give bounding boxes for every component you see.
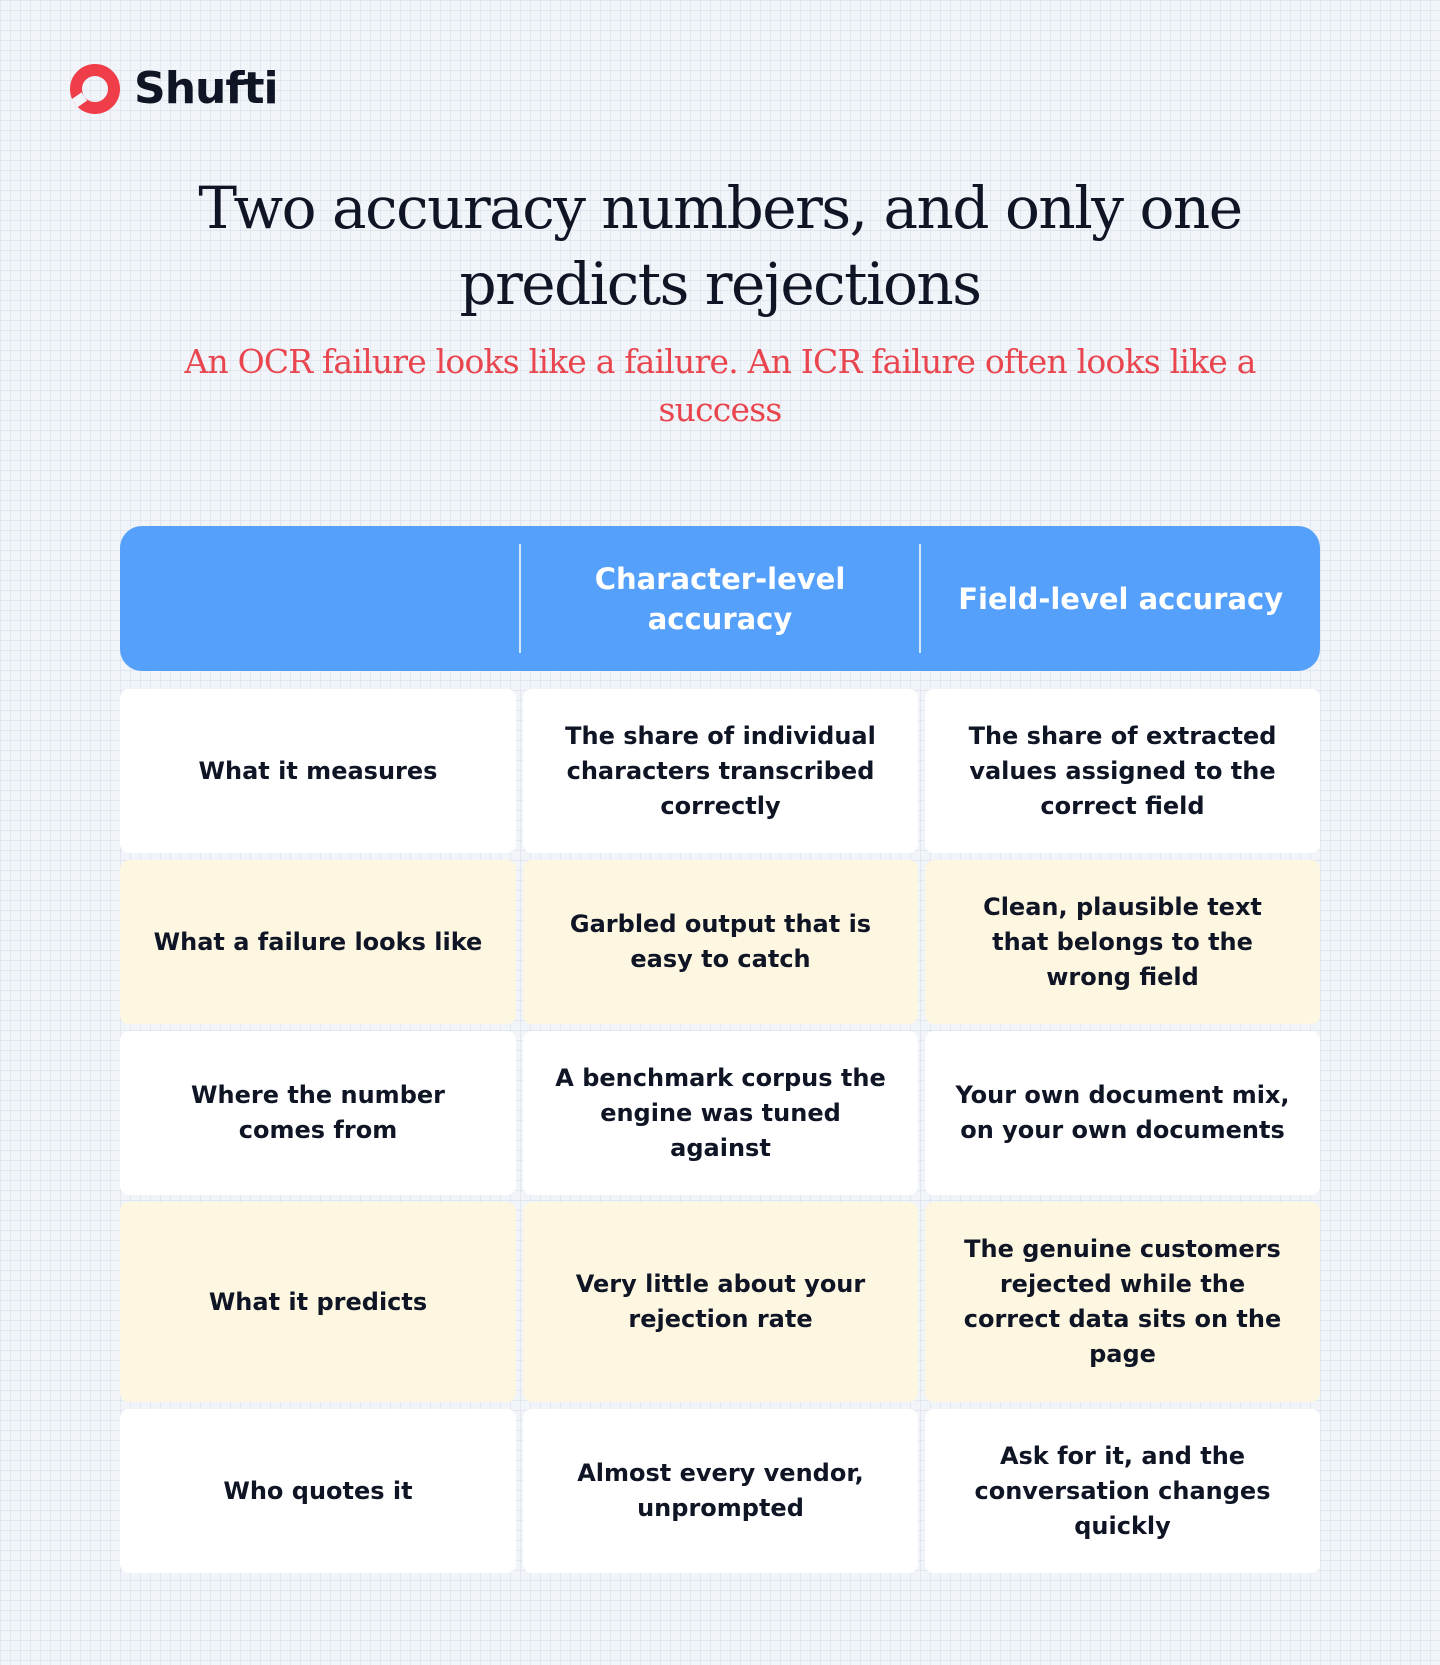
row-label: Where the number comes from bbox=[120, 1031, 516, 1195]
header-cell-empty bbox=[120, 526, 519, 671]
table-cell: The share of individual characters transcribed correctly bbox=[523, 689, 918, 853]
row-label: What it measures bbox=[120, 689, 516, 853]
row-label: What it predicts bbox=[120, 1202, 516, 1402]
table-cell: A benchmark corpus the engine was tuned against bbox=[523, 1031, 918, 1195]
table-cell: Very little about your rejection rate bbox=[523, 1202, 918, 1402]
table-cell: Almost every vendor, unprompted bbox=[523, 1409, 918, 1573]
table-cell: Your own document mix, on your own documents bbox=[925, 1031, 1320, 1195]
table-row bbox=[120, 689, 1320, 853]
table-row bbox=[120, 1202, 1320, 1402]
table-row bbox=[120, 1031, 1320, 1195]
page-subtitle: An OCR failure looks like a failure. An ICR failure often looks like a success bbox=[184, 342, 1256, 429]
header-cell-field-level: Field-level accuracy bbox=[958, 581, 1284, 616]
header-cell-character-level: Character-level accuracy bbox=[594, 561, 846, 636]
table-cell: Clean, plausible text that belongs to the wrong field bbox=[925, 860, 1320, 1024]
page-title: Two accuracy numbers, and only one predicts rejections bbox=[198, 174, 1242, 318]
table-cell: The share of extracted values assigned to the correct field bbox=[925, 689, 1320, 853]
table-row bbox=[120, 860, 1320, 1024]
row-label: What a failure looks like bbox=[120, 860, 516, 1024]
brand-name: Shufti bbox=[134, 63, 278, 114]
shufti-logo-icon bbox=[68, 62, 122, 116]
comparison-table bbox=[120, 689, 1320, 1580]
row-label: Who quotes it bbox=[120, 1409, 516, 1573]
table-cell: The genuine customers rejected while the correct data sits on the page bbox=[925, 1202, 1320, 1402]
table-header bbox=[120, 526, 1320, 671]
table-row bbox=[120, 1409, 1320, 1573]
table-cell: Garbled output that is easy to catch bbox=[523, 860, 918, 1024]
brand-logo bbox=[68, 62, 278, 116]
table-cell: Ask for it, and the conversation changes quickly bbox=[925, 1409, 1320, 1573]
